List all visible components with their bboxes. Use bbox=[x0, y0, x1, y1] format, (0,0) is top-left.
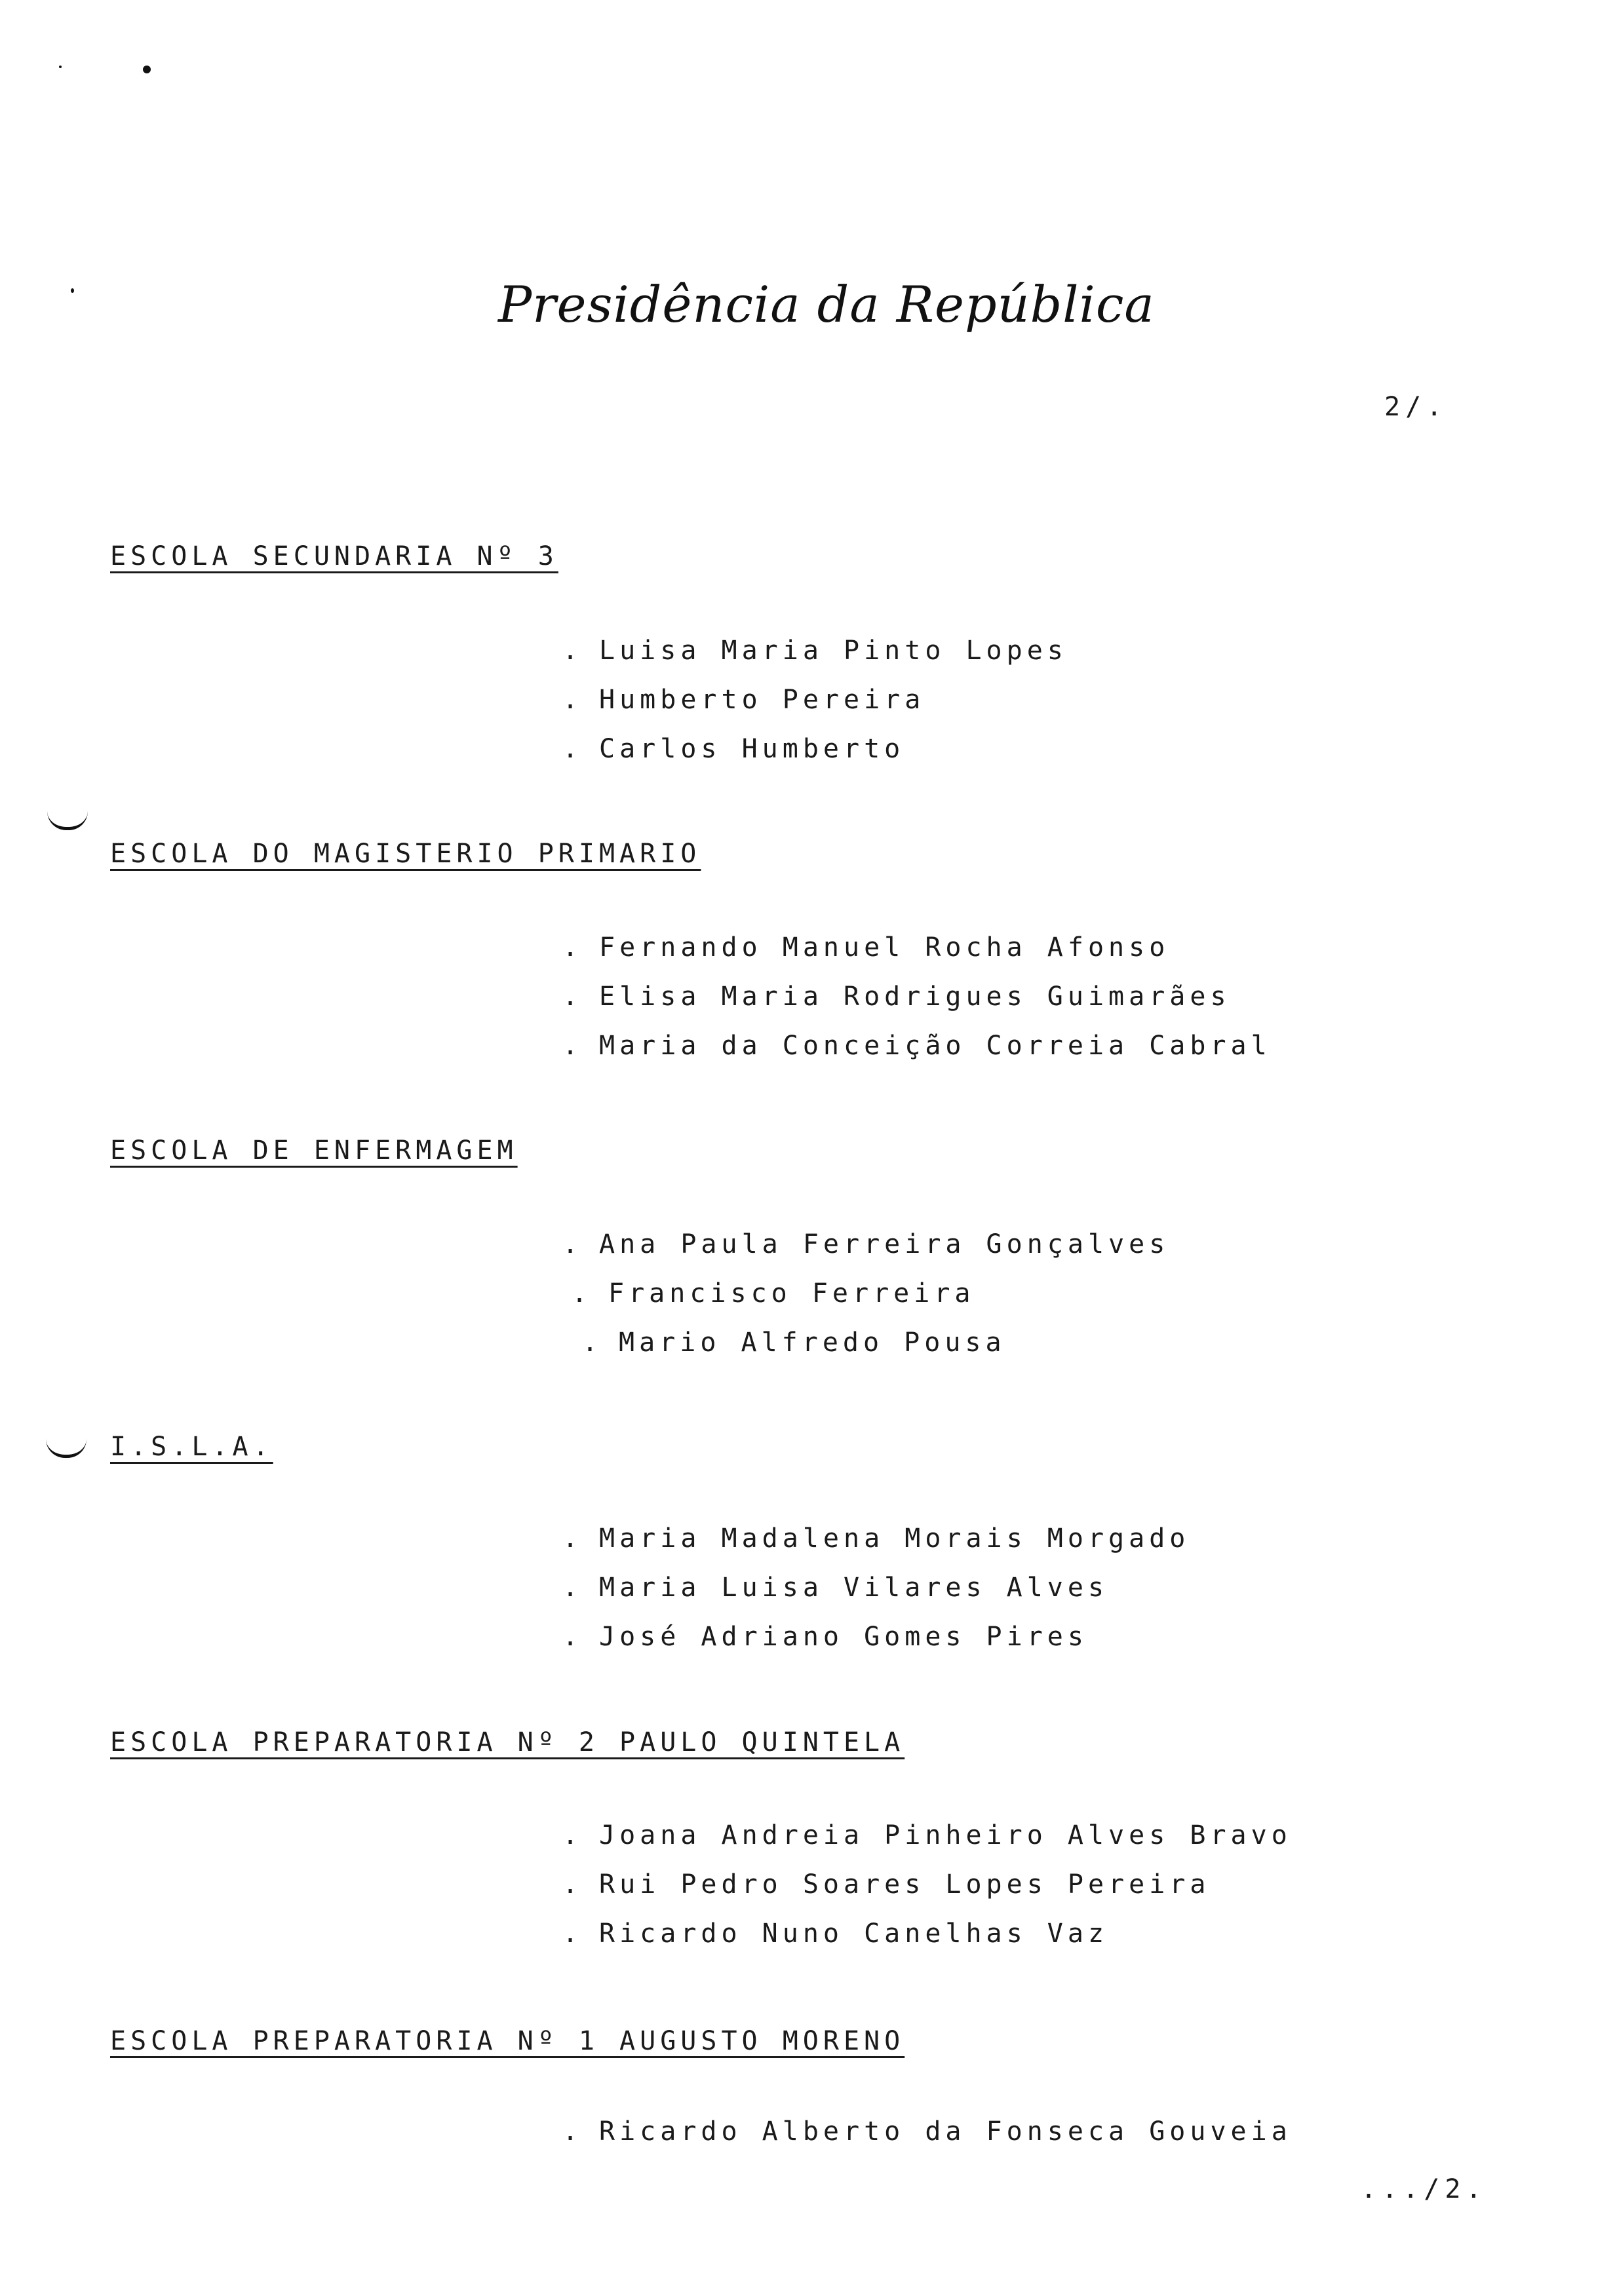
name-list bbox=[562, 1820, 1292, 1968]
section-title: ESCOLA PREPARATORIA Nº 2 PAULO QUINTELA bbox=[110, 1727, 905, 1757]
list-item: . Ana Paula Ferreira Gonçalves bbox=[562, 1229, 1169, 1278]
section-title: ESCOLA PREPARATORIA Nº 1 AUGUSTO MORENO bbox=[110, 2026, 905, 2056]
list-item: . Mario Alfredo Pousa bbox=[562, 1328, 1169, 1377]
list-item: . Ricardo Nuno Canelhas Vaz bbox=[562, 1919, 1292, 1968]
name-list bbox=[562, 2116, 1292, 2166]
list-item: . Francisco Ferreira bbox=[562, 1278, 1169, 1328]
scan-speck bbox=[143, 66, 151, 73]
margin-check-mark bbox=[46, 1439, 87, 1458]
name-list bbox=[562, 636, 1068, 783]
margin-check-mark bbox=[47, 811, 88, 830]
section-title: I.S.L.A. bbox=[110, 1432, 273, 1462]
list-item: . Maria Madalena Morais Morgado bbox=[562, 1523, 1190, 1573]
scan-speck bbox=[71, 288, 74, 293]
page-number: 2/. bbox=[1384, 392, 1448, 422]
section-title: ESCOLA DE ENFERMAGEM bbox=[110, 1136, 518, 1166]
list-item: . Joana Andreia Pinheiro Alves Bravo bbox=[562, 1820, 1292, 1869]
list-item: . Rui Pedro Soares Lopes Pereira bbox=[562, 1869, 1292, 1919]
list-item: . Carlos Humberto bbox=[562, 734, 1068, 783]
list-item: . Maria Luisa Vilares Alves bbox=[562, 1573, 1190, 1622]
letterhead-title: Presidência da República bbox=[498, 275, 1155, 334]
list-item: . José Adriano Gomes Pires bbox=[562, 1622, 1190, 1671]
list-item: . Fernando Manuel Rocha Afonso bbox=[562, 932, 1272, 982]
list-item: . Humberto Pereira bbox=[562, 685, 1068, 734]
list-item: . Maria da Conceição Correia Cabral bbox=[562, 1031, 1272, 1080]
section-title: ESCOLA SECUNDARIA Nº 3 bbox=[110, 541, 558, 571]
name-list bbox=[562, 1229, 1169, 1377]
list-item: . Elisa Maria Rodrigues Guimarães bbox=[562, 982, 1272, 1031]
continuation-marker: .../2. bbox=[1361, 2174, 1487, 2204]
section-title: ESCOLA DO MAGISTERIO PRIMARIO bbox=[110, 839, 701, 869]
list-item: . Luisa Maria Pinto Lopes bbox=[562, 636, 1068, 685]
scan-speck bbox=[59, 66, 62, 68]
list-item: . Ricardo Alberto da Fonseca Gouveia bbox=[562, 2116, 1292, 2166]
name-list bbox=[562, 1523, 1190, 1671]
name-list bbox=[562, 932, 1272, 1080]
